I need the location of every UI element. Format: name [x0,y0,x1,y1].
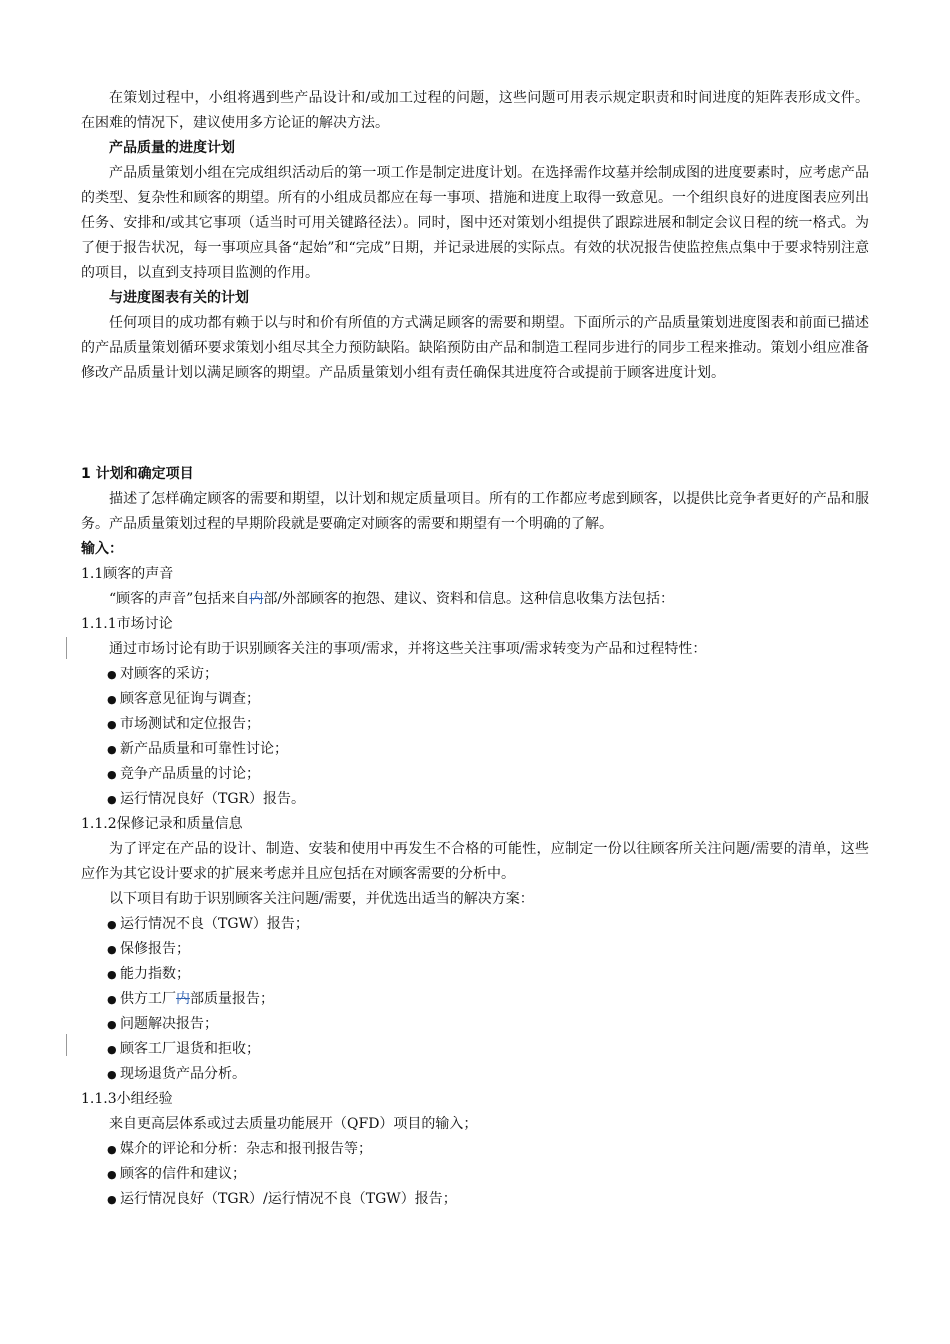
list-item: ● 问题解决报告； [107,1012,869,1037]
list-item: ● 市场测试和定位报告； [107,712,869,737]
chart-plan-paragraph: 任何项目的成功都有赖于以与时和价有所值的方式满足顾客的需要和期望。下面所示的产品质量策划进度图表和前面已描述的产品质量策划循环要求策划小组尽其全力预防缺陷。缺陷预防由产品和制造工程同步进行的同步工程来推动。策划小组应准备修改产品质量计划以满足顾客的期望。产品质量策划小组有责任确保其进度符合或提前于顾客进度计划。 [81,315,869,381]
list-item: ● 新产品质量和可靠性讨论； [107,737,869,762]
section-1-1-3-title: 1.1.3小组经验 [81,1091,173,1107]
list-item: ● 能力指数； [107,962,869,987]
section-1-1-3-intro: 来自更高层体系或过去质量功能展开（QFD）项目的输入； [109,1116,478,1132]
list-item: ● 运行情况良好（TGR）/运行情况不良（TGW）报告； [107,1187,869,1212]
list-item: ● 现场退货产品分析。 [107,1062,869,1087]
list-item: ● 竞争产品质量的讨论； [107,762,869,787]
intro-paragraph: 在策划过程中，小组将遇到些产品设计和/或加工过程的问题，这些问题可用表示规定职责和时间进度的矩阵表形成文件。在困难的情况下，建议使用多方论证的解决方法。 [81,90,869,131]
section-1-1-1-title: 1.1.1市场讨论 [81,616,173,632]
market-discussion-list [81,662,869,812]
list-item: ● 顾客工厂退货和拒收； [107,1037,869,1062]
document-page [81,86,869,1212]
text-fragment: “顾客的声音”包括来自 [109,591,250,607]
deleted-text: 内 [176,991,190,1007]
warranty-list [81,912,869,1087]
revision-bar [66,637,67,659]
list-item: ● 顾客的信件和建议； [107,1162,869,1187]
list-item: ● 运行情况良好（TGR）报告。 [107,787,869,812]
list-item: ● 运行情况不良（TGW）报告； [107,912,869,937]
list-item [107,987,869,1012]
list-item: ● 对顾客的采访； [107,662,869,687]
schedule-paragraph: 产品质量策划小组在完成组织活动后的第一项工作是制定进度计划。在选择需作坟墓并绘制成图的进度要素时，应考虑产品的类型、复杂性和顾客的期望。所有的小组成员都应在每一事项、措施和进度上取得一致意见。一个组织良好的进度图表应列出任务、安排和/或其它事项（适当时可用关键路径法）。同时，图中还对策划小组提供了跟踪进展和制定会议日程的统一格式。为了便于报告状况，每一事项应具备“起始”和“完成”日期，并记录进展的实际点。有效的状况报告使监控焦点集中于要求特别注意的项目，以直到支持项目监测的作用。 [81,165,869,281]
heading-chart-plan: 与进度图表有关的计划 [109,290,249,306]
section-1-1-text [81,587,869,612]
revision-bar [66,1034,67,1056]
section-1-1-2-para: 为了评定在产品的设计、制造、安装和使用中再发生不合格的可能性，应制定一份以往顾客所关注问题/需要的清单，这些应作为其它设计要求的扩展来考虑并且应包括在对顾客需要的分析中。 [81,841,869,882]
list-item: ● 保修报告； [107,937,869,962]
spacer [81,386,869,456]
input-label: 输入： [81,541,123,557]
list-item: ● 媒介的评论和分析：杂志和报刊报告等； [107,1137,869,1162]
team-experience-list [81,1137,869,1212]
text-fragment: 部质量报告； [190,991,274,1007]
section-1-1-2-title: 1.1.2保修记录和质量信息 [81,816,243,832]
text-fragment: 部/外部顾客的抱怨、建议、资料和信息。这种信息收集方法包括： [263,591,675,607]
section-1-1-1-intro: 通过市场讨论有助于识别顾客关注的事项/需求，并将这些关注事项/需求转变为产品和过程特性： [109,641,707,657]
section-1-1-2-para: 以下项目有助于识别顾客关注问题/需要，并优选出适当的解决方案： [109,891,534,907]
section-1-desc: 描述了怎样确定顾客的需要和期望，以计划和规定质量项目。所有的工作都应考虑到顾客，以提供比竞争者更好的产品和服务。产品质量策划过程的早期阶段就是要确定对顾客的需要和期望有一个明确的了解。 [81,491,869,532]
text-fragment: 供方工厂 [120,991,176,1007]
section-1-1-title: 1.1顾客的声音 [81,566,174,582]
section-1-title: 1 计划和确定项目 [81,466,194,482]
deleted-text: 内 [249,591,264,607]
heading-schedule: 产品质量的进度计划 [109,140,235,156]
list-item: ● 顾客意见征询与调查； [107,687,869,712]
